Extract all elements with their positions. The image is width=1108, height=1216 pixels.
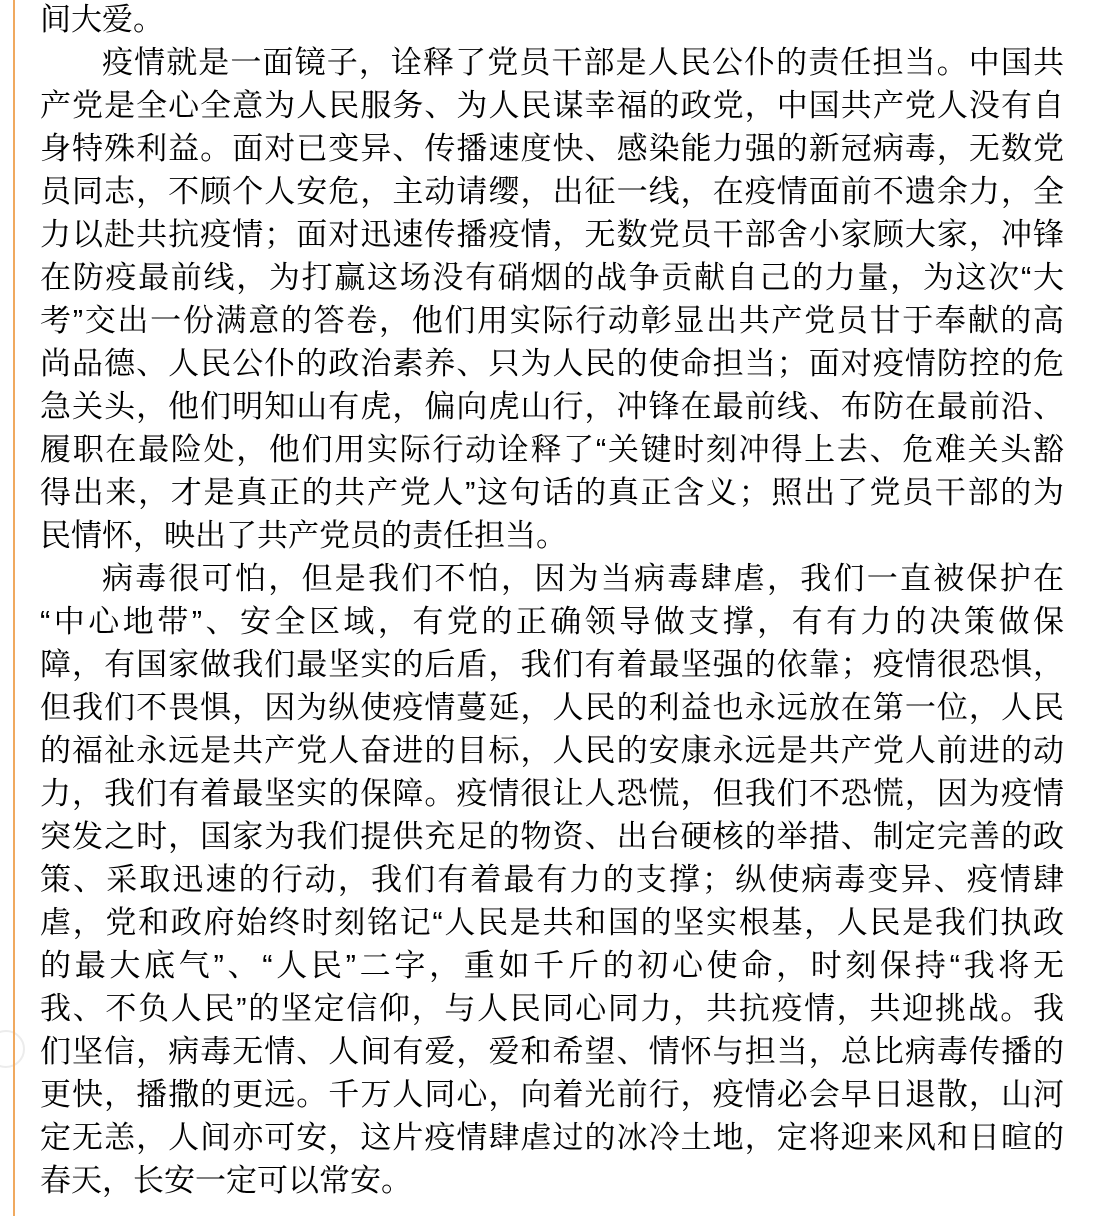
text-line: “中心地带”、安全区域，有党的正确领导做支撑，有有力的决策做保: [40, 604, 1064, 639]
text-line: 病毒很可怕，但是我们不怕，因为当病毒肆虐，我们一直被保护在: [102, 561, 1064, 596]
text-line: 障，有国家做我们最坚实的后盾，我们有着最坚强的依靠；疫情很恐惧，: [40, 647, 1064, 682]
text-line: 急关头，他们明知山有虎，偏向虎山行，冲锋在最前线、布防在最前沿、: [40, 389, 1064, 424]
page-margin-line: [13, 0, 15, 1216]
text-line: 疫情就是一面镜子，诠释了党员干部是人民公仆的责任担当。中国共: [102, 45, 1064, 80]
text-line: 力，我们有着最坚实的保障。疫情很让人恐慌，但我们不恐慌，因为疫情: [40, 776, 1064, 811]
text-line: 我、不负人民”的坚定信仰，与人民同心同力，共抗疫情，共迎挑战。我: [40, 991, 1064, 1026]
text-line: 力以赴共抗疫情；面对迅速传播疫情，无数党员干部舍小家顾大家，冲锋: [40, 217, 1064, 252]
text-line: 春天，长安一定可以常安。: [40, 1163, 412, 1198]
text-line: 员同志，不顾个人安危，主动请缨，出征一线，在疫情面前不遗余力，全: [40, 174, 1064, 209]
text-line: 履职在最险处，他们用实际行动诠释了“关键时刻冲得上去、危难关头豁: [40, 432, 1064, 467]
document-text-block: [40, 0, 1064, 1202]
text-line: 的福祉永远是共产党人奋进的目标，人民的安康永远是共产党人前进的动: [40, 733, 1064, 768]
text-line: 考”交出一份满意的答卷，他们用实际行动彰显出共产党员甘于奉献的高: [40, 303, 1064, 338]
text-line: 得出来，才是真正的共产党人”这句话的真正含义；照出了党员干部的为: [40, 475, 1064, 510]
text-line: 突发之时，国家为我们提供充足的物资、出台硬核的举措、制定完善的政: [40, 819, 1064, 854]
text-line: 民情怀，映出了共产党员的责任担当。: [40, 518, 567, 553]
text-line: 产党是全心全意为人民服务、为人民谋幸福的政党，中国共产党人没有自: [40, 88, 1064, 123]
text-line: 定无恙，人间亦可安，这片疫情肆虐过的冰冷土地，定将迎来风和日暄的: [40, 1120, 1064, 1155]
text-line: 虐，党和政府始终时刻铭记“人民是共和国的坚实根基，人民是我们执政: [40, 905, 1064, 940]
text-line: 但我们不畏惧，因为纵使疫情蔓延，人民的利益也永远放在第一位，人民: [40, 690, 1064, 725]
text-line: 间大爱。: [40, 2, 164, 37]
text-line: 身特殊利益。面对已变异、传播速度快、感染能力强的新冠病毒，无数党: [40, 131, 1064, 166]
text-line: 策、采取迅速的行动，我们有着最有力的支撑；纵使病毒变异、疫情肆: [40, 862, 1064, 897]
text-line: 在防疫最前线，为打赢这场没有硝烟的战争贡献自己的力量，为这次“大: [40, 260, 1064, 295]
text-line: 的最大底气”、“人民”二字，重如千斤的初心使命，时刻保持“我将无: [40, 948, 1064, 983]
text-line: 们坚信，病毒无情、人间有爱，爱和希望、情怀与担当，总比病毒传播的: [40, 1034, 1064, 1069]
text-line: 更快，播撒的更远。千万人同心，向着光前行，疫情必会早日退散，山河: [40, 1077, 1064, 1112]
text-line: 尚品德、人民公仆的政治素养、只为人民的使命担当；面对疫情防控的危: [40, 346, 1064, 381]
